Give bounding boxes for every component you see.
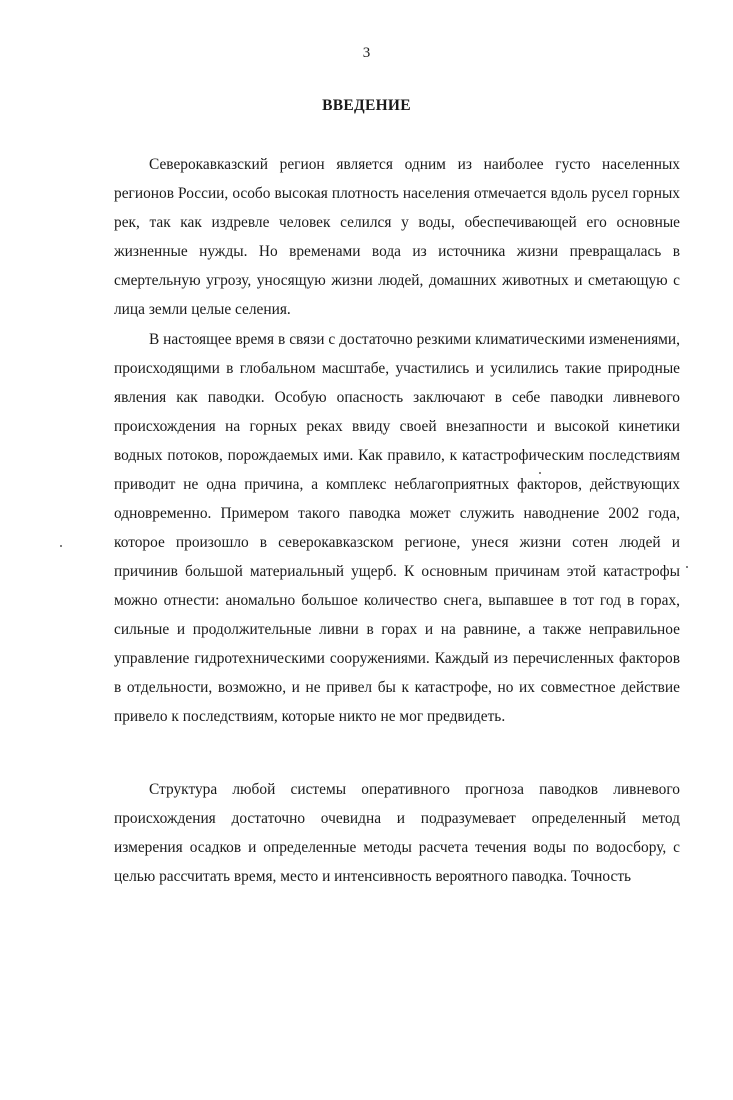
section-heading: ВВЕДЕНИЕ — [322, 97, 411, 114]
paragraph-intro: Северокавказский регион является одним из наиболее густо населенных регионов России, особо высокая плотность населения отмечается вдоль русел горных рек, так как издревле человек селился у воды, обеспечивающей его основные жизненные нужды. Но временами вода из источника жизни превращалась в смертельную угрозу, уносящую жизни людей, домашних животных и сметающую с лица земли целые селения. — [114, 156, 680, 318]
page-number: 3 — [362, 45, 371, 61]
scan-speck — [686, 566, 688, 568]
paragraph-forecast-structure: Структура любой системы оперативного прогноза паводков ливневого происхождения достаточно очевидна и подразумевает определенный метод измерения осадков и определенные методы расчета течения воды по водосбору, с целью рассчитать время, место и интенсивность вероятного паводка. Точность — [114, 781, 680, 885]
scan-speck — [60, 545, 62, 547]
paragraph-current-conditions: В настоящее время в связи с достаточно резкими климатическими изменениями, происходящими в глобальном масштабе, участились и усилились такие природные явления как паводки. Особую опасность заключают в себе паводки ливневого происхождения на горных реках ввиду своей внезапности и высокой кинетики водных потоков, порождаемых ими. Как правило, к катастрофическим последствиям приводит не одна причина, а комплекс неблагоприятных факторов, действующих одновременно. Примером такого паводка может служить наводнение 2002 года, которое произошло в северокавказском регионе, унеся жизни сотен людей и причинив большой материальный ущерб. К основным причинам этой катастрофы можно отнести: аномально большое количество снега, выпавшее в тот год в горах, сильные и продолжительные ливни в горах и на равнине, а также неправильное управление гидротехническими сооружениями. Каждый из перечисленных факторов в отдельности, возможно, и не привел бы к катастрофе, но их совместное действие привело к последствиям, которые никто не мог предвидеть. — [114, 331, 680, 725]
scan-speck — [539, 472, 541, 474]
